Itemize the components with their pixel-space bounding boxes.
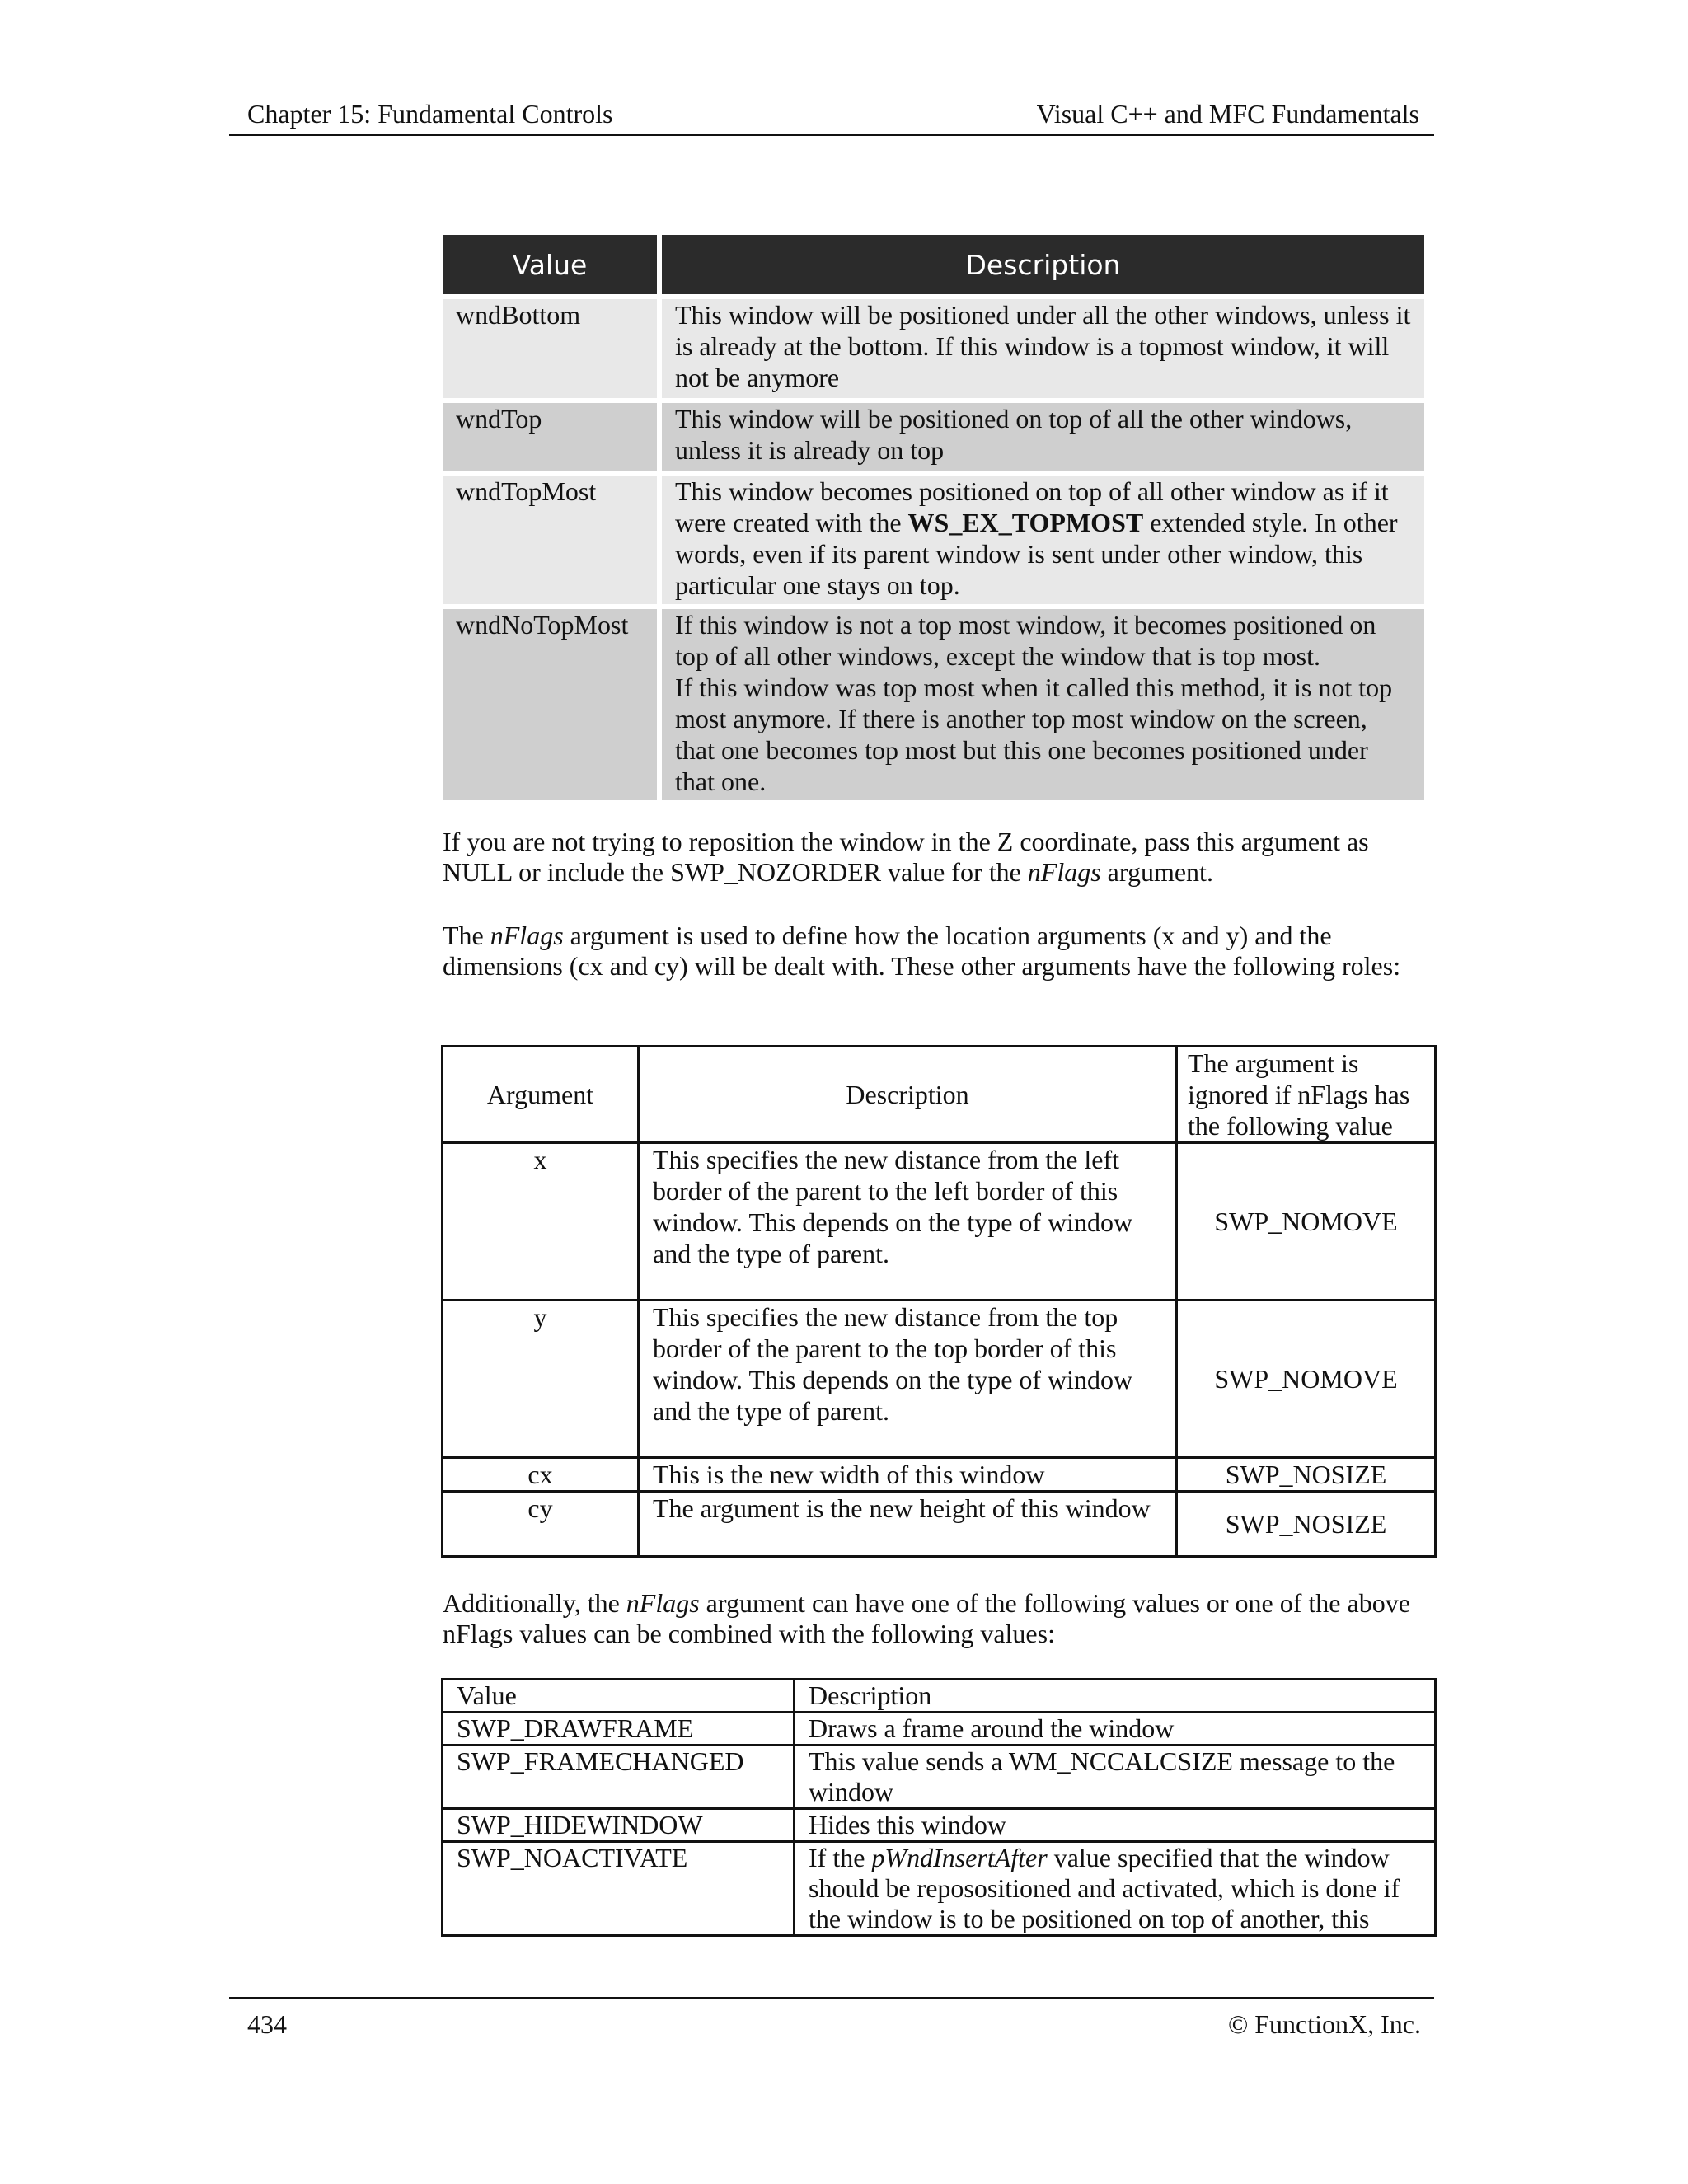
page-header: [229, 97, 1434, 136]
column-header-ignored-flag: The argument is ignored if nFlags has the following value: [1177, 1047, 1436, 1143]
swp-flags-table: [441, 1678, 1437, 1937]
table-row: [443, 1746, 1436, 1809]
table-header-row: [443, 1680, 1436, 1713]
argument-cell: x: [443, 1143, 639, 1301]
column-header-value: Value: [443, 1680, 795, 1713]
value-cell: SWP_DRAWFRAME: [443, 1713, 795, 1746]
page-number: 434: [247, 2009, 287, 2039]
flag-cell: SWP_NOSIZE: [1177, 1458, 1436, 1492]
value-cell: SWP_NOACTIVATE: [443, 1842, 795, 1936]
table-row: [443, 299, 1424, 398]
description-cell: This window will be positioned on top of all the other windows, unless it is already on top: [662, 403, 1424, 471]
paragraph-zorder: If you are not trying to reposition the window in the Z coordinate, pass this argument as NULL or include the SWP_NOZORDER value for the nFlags argument.: [443, 827, 1369, 887]
description-cell: Hides this window: [795, 1809, 1436, 1842]
description-cell: If this window is not a top most window, it becomes positioned on top of all other windows, except the window that is top most. If this window was top most when it called this method, it is not top most anymore. If there is another top most window on the screen, that one becomes top most but this one becomes positioned under that one.: [662, 609, 1424, 800]
description-cell: If the pWndInsertAfter value specified that the window should be reposositioned and activated, which is done if the window is to be positioned on top of another, this: [795, 1842, 1436, 1936]
chapter-title: Chapter 15: Fundamental Controls: [247, 99, 613, 129]
description-cell: The argument is the new height of this window: [639, 1492, 1177, 1557]
style-name: WS_EX_TOPMOST: [907, 508, 1144, 537]
column-header-value: Value: [443, 235, 657, 294]
table-row: [443, 1713, 1436, 1746]
table-row: [443, 476, 1424, 604]
value-cell: wndTopMost: [443, 476, 657, 604]
flag-cell: SWP_NOMOVE: [1177, 1301, 1436, 1458]
position-arguments-table: [441, 1045, 1437, 1558]
description-cell: This specifies the new distance from the left border of the parent to the left border of this window. This depends on the type of window and the type of parent.: [639, 1143, 1177, 1301]
argument-cell: cy: [443, 1492, 639, 1557]
copyright: © FunctionX, Inc.: [1227, 2009, 1421, 2039]
column-header-description: Description: [639, 1047, 1177, 1143]
table-row: [443, 403, 1424, 471]
flag-cell: SWP_NOMOVE: [1177, 1143, 1436, 1301]
value-cell: SWP_FRAMECHANGED: [443, 1746, 795, 1809]
description-cell: This window will be positioned under all the other windows, unless it is already at the bottom. If this window is a topmost window, it will not be anymore: [662, 299, 1424, 398]
column-header-description: Description: [662, 235, 1424, 294]
description-cell: Draws a frame around the window: [795, 1713, 1436, 1746]
argument-cell: y: [443, 1301, 639, 1458]
argument-cell: cx: [443, 1458, 639, 1492]
page-footer: [229, 1997, 1434, 2039]
z-order-values-table: [438, 230, 1429, 805]
table-header-row: [443, 1047, 1436, 1143]
value-cell: wndBottom: [443, 299, 657, 398]
paragraph-additional-flags: Additionally, the nFlags argument can have one of the following values or one of the above nFlags values can be combined with the following values:: [443, 1588, 1410, 1648]
description-cell: This specifies the new distance from the top border of the parent to the top border of this window. This depends on the type of window and the type of parent.: [639, 1301, 1177, 1458]
description-cell: This is the new width of this window: [639, 1458, 1177, 1492]
value-cell: wndNoTopMost: [443, 609, 657, 800]
table-row: [443, 1492, 1436, 1557]
table-row: [443, 1143, 1436, 1301]
table-row: [443, 1458, 1436, 1492]
table-header-row: [443, 235, 1424, 294]
column-header-description: Description: [795, 1680, 1436, 1713]
value-cell: wndTop: [443, 403, 657, 471]
paragraph-nflags: The nFlags argument is used to define how the location arguments (x and y) and the dimensions (cx and cy) will be dealt with. These other arguments have the following roles:: [443, 921, 1401, 981]
description-cell: This window becomes positioned on top of all other window as if it were created with the WS_EX_TOPMOST extended style. In other words, even if its parent window is sent under other window, this particular one stays on top.: [662, 476, 1424, 604]
value-cell: SWP_HIDEWINDOW: [443, 1809, 795, 1842]
table-row: [443, 1809, 1436, 1842]
table-row: [443, 1842, 1436, 1936]
column-header-argument: Argument: [443, 1047, 639, 1143]
description-cell: This value sends a WM_NCCALCSIZE message to the window: [795, 1746, 1436, 1809]
book-title: Visual C++ and MFC Fundamentals: [1036, 99, 1419, 129]
table-row: [443, 1301, 1436, 1458]
table-row: [443, 609, 1424, 800]
flag-cell: SWP_NOSIZE: [1177, 1492, 1436, 1557]
